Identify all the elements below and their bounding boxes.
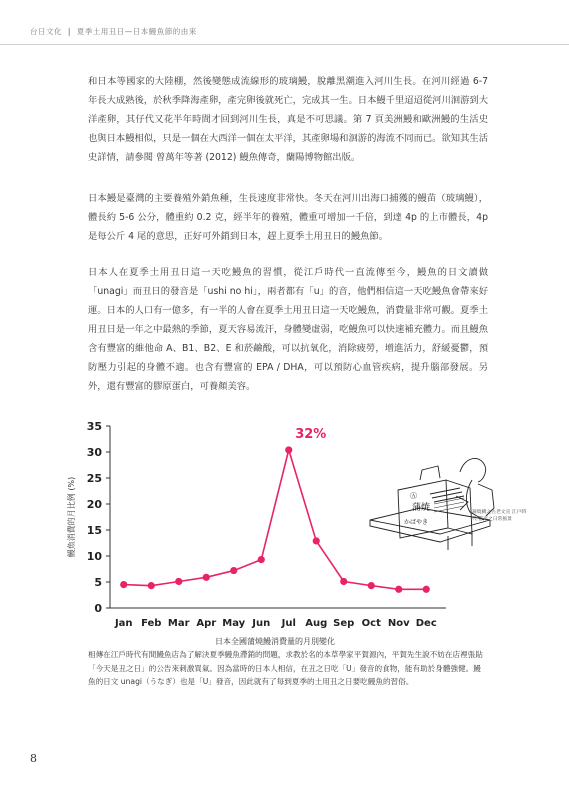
x-axis-label: 日本全國蒲燒鰻消費量的月別變化: [215, 637, 335, 646]
x-tick-label: Jun: [252, 618, 271, 629]
data-point: [395, 586, 402, 593]
peak-annotation: 32%: [295, 426, 327, 442]
grilling-eel-illustration: [360, 450, 500, 555]
body-paragraph-1: 和日本等國家的大陸棚，然後變態成流線形的玻璃鰻，脫離黑潮進入河川生長。在河川經過 6-7 年長大成熟後，於秋季降海產卵，產完卵後就死亡，完成其一生。日本鰻千里迢迢從河川洄游到大洋產卵，其仔代又花半年時間才回到河川生長，真是不可思議。第 7 頁美洲鰻和歐洲鰻的生活史也與日本鰻相似，只是一個在大西洋一個在太平洋，其產卵場和洄游的海流不同而已。欲知其生活史詳情，請參閱 曾萬年等著 (2012) 鰻魚傳奇，蘭陽博物館出版。: [88, 76, 488, 163]
x-tick-label: Dec: [415, 618, 437, 629]
sign-name: 蒲焼: [412, 503, 431, 513]
y-tick-label: 25: [86, 472, 102, 485]
section-title: 夏季土用丑日—日本鰻魚節的由來: [76, 27, 197, 36]
y-tick-label: 15: [86, 524, 102, 537]
illustration-caption: 蒲燒鰻之古老文宣 江戶時代 都市之日常風景: [472, 510, 527, 522]
x-tick-label: Nov: [387, 618, 410, 629]
x-tick-label: Jan: [114, 618, 133, 629]
data-point: [148, 582, 155, 589]
x-tick-label: Sep: [333, 618, 355, 629]
x-tick-label: May: [222, 618, 246, 629]
y-tick-label: 0: [94, 602, 102, 615]
x-tick-label: Mar: [167, 618, 190, 629]
data-point: [203, 574, 210, 581]
y-axis-label: 鰻魚消費的月比例 (%): [67, 476, 76, 558]
header-separator: |: [67, 27, 71, 36]
data-point: [340, 578, 347, 585]
sign-mark: Ⓐ: [410, 492, 417, 500]
page-number: 8: [30, 752, 37, 765]
y-tick-label: 10: [86, 550, 102, 563]
x-tick-label: Jul: [281, 618, 296, 629]
y-tick-label: 20: [86, 498, 102, 511]
sign-sub: かばやき: [404, 519, 429, 526]
x-tick-label: Feb: [141, 618, 162, 629]
data-point: [120, 581, 127, 588]
data-point: [258, 556, 265, 563]
y-tick-label: 30: [86, 446, 102, 459]
y-tick-label: 35: [86, 420, 102, 433]
body-paragraph-2: 日本鰻是臺灣的主要養殖外銷魚種，生長速度非常快。冬天在河川出海口捕獲的鰻苗（玻璃鰻），體長約 5-6 公分，體重約 0.2 克，經半年的養殖，體重可增加一千倍，到達 4p 的上市體長，4p 是每公斤 4 尾的意思，正好可外銷到日本，趕上夏季土用丑日的鰻魚節。: [88, 193, 488, 242]
woodblock-illustration: [360, 450, 500, 555]
data-point: [368, 582, 375, 589]
running-header: [30, 26, 197, 37]
x-tick-label: Aug: [305, 618, 328, 629]
figure-caption: 相傳在江戶時代有間鰻魚店為了解決夏季鰻魚滯銷的問題，求教於名的本草學家平賀源內，平賀先生說不妨在店裡張貼「今天是丑之日」的公告來刺激買氣。因為當時的日本人相信，在丑之日吃「U」發音的食物，能有助於身體強健。鰻魚的日文 unagi（うなぎ）也是「U」發音，因此就有了每到夏季的土用丑之日要吃鰻魚的習俗。: [88, 650, 483, 686]
x-tick-label: Oct: [361, 618, 381, 629]
publisher-label: 台日文化: [30, 27, 62, 36]
data-point: [175, 578, 182, 585]
data-point: [423, 586, 430, 593]
data-point: [285, 446, 292, 453]
header-rule: [0, 44, 569, 45]
data-point: [313, 537, 320, 544]
y-tick-label: 5: [94, 576, 102, 589]
body-paragraph-3: 日本人在夏季土用丑日這一天吃鰻魚的習慣，從江戶時代一直流傳至今，鰻魚的日文讀做「unagi」而丑日的發音是「ushi no hi」，兩者都有「u」的音，他們相信這一天吃鰻魚會帶來好運。日本的人口有一億多，有一半的人會在夏季土用丑日這一天吃鰻魚，消費量非常可觀。夏季土用丑日是一年之中最熱的季節，夏天容易流汗，身體變虛弱，吃鰻魚可以快速補充體力。而且鰻魚含有豐富的維他命 A、B1、B2、E 和菸鹼酸，可以抗氧化，消除疲勞，增進活力，舒緩憂鬱，預防壓力引起的身體不適。也含有豐富的 EPA / DHA，可以預防心血管疾病，提升腦部發展。另外，還有豐富的膠原蛋白，可養顏美容。: [88, 267, 488, 392]
data-point: [230, 567, 237, 574]
x-tick-label: Apr: [196, 618, 217, 629]
